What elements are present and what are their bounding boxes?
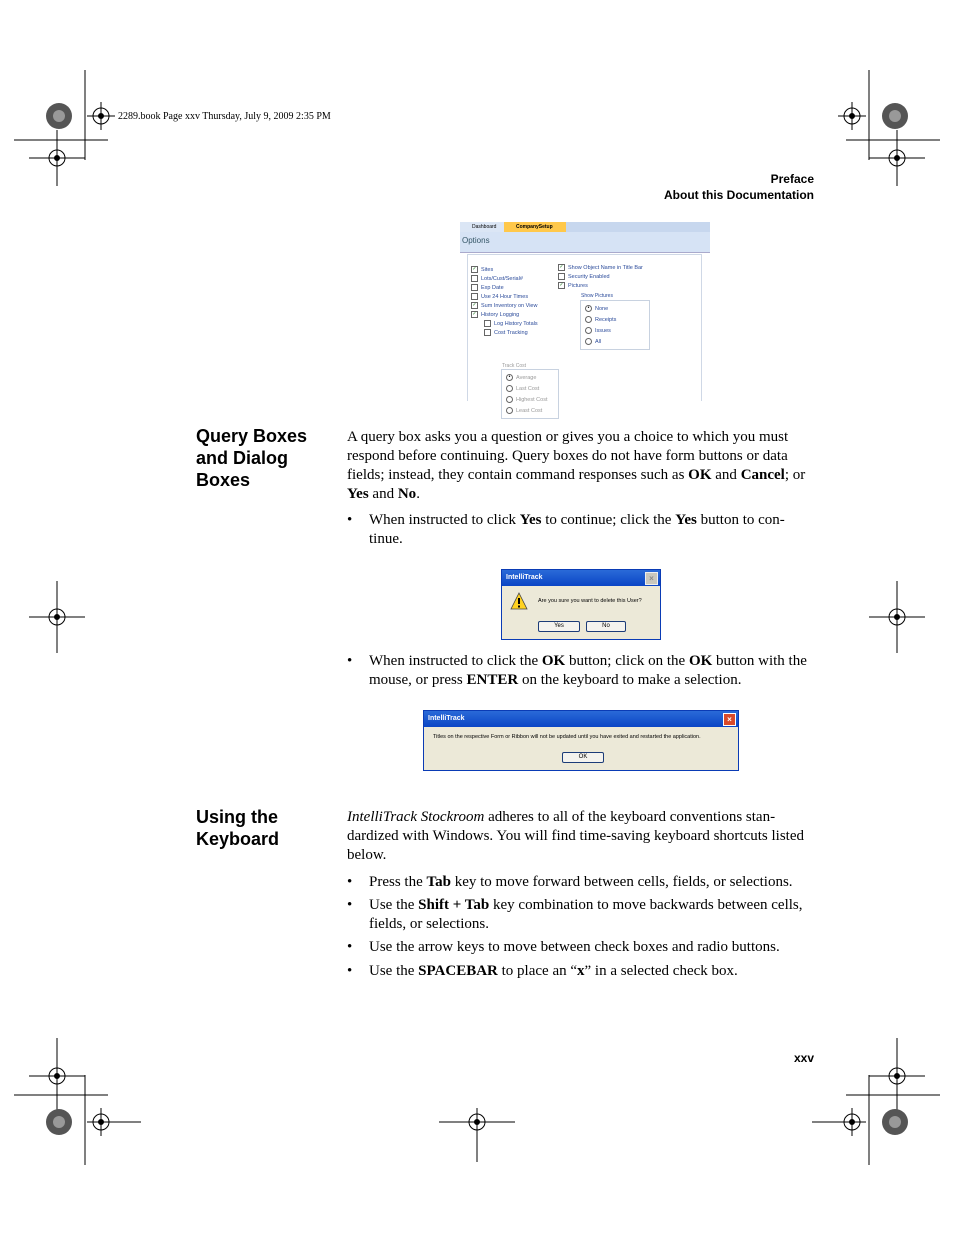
checkbox-sum-inventory-on-view[interactable] xyxy=(471,302,537,309)
radio-highest-cost[interactable] xyxy=(506,396,548,403)
no-button[interactable]: No xyxy=(586,621,626,632)
options-screenshot xyxy=(460,222,710,414)
checkbox-icon[interactable] xyxy=(471,293,478,300)
delete-user-dialog xyxy=(501,569,661,640)
checkbox-icon[interactable] xyxy=(471,284,478,291)
checkbox-lots-cust-serial[interactable] xyxy=(471,275,523,282)
option-label: Last Cost xyxy=(516,385,540,392)
checkbox-icon[interactable]: ✓ xyxy=(472,311,477,317)
radio-last-cost[interactable] xyxy=(506,385,539,392)
section2-paragraph: IntelliTrack Stockroom adheres to all of the keyboard conventions stan-dardized with Windows. You will find time-saving keyboard shortcuts listed below. xyxy=(347,809,804,863)
tab-company-setup[interactable]: CompanySetup xyxy=(504,222,566,232)
checkbox-icon[interactable] xyxy=(558,273,565,280)
show-pictures-label: Show Pictures xyxy=(581,293,613,299)
close-icon[interactable]: × xyxy=(645,572,658,585)
option-label: Highest Cost xyxy=(516,396,548,403)
yes-button[interactable]: Yes xyxy=(538,621,580,632)
option-label: Use 24 Hour Times xyxy=(481,293,529,300)
track-cost-label: Track Cost xyxy=(502,363,526,369)
option-label: Sum Inventory on View xyxy=(481,302,538,309)
option-label: Sites xyxy=(481,266,494,273)
bullet-shift-tab: • Use the Shift + Tab key combination to move backwards between cells, fields, or selections. xyxy=(347,897,803,932)
option-label: History Logging xyxy=(481,311,520,318)
option-label: Cost Tracking xyxy=(494,329,528,336)
option-label: Exp Date xyxy=(481,284,504,291)
radio-icon[interactable] xyxy=(585,316,592,323)
option-label: Pictures xyxy=(568,282,588,289)
option-label: Least Cost xyxy=(516,407,543,414)
radio-icon[interactable]: • xyxy=(585,305,592,312)
bullet-yes: • When instructed to click Yes to continue; click the Yes button to con-tinue. xyxy=(347,512,785,547)
radio-none[interactable] xyxy=(585,305,608,312)
radio-icon[interactable]: • xyxy=(506,374,513,381)
option-label: Show Object Name in Title Bar xyxy=(568,264,643,271)
checkbox-exp-date[interactable] xyxy=(471,284,504,291)
checkbox-security-enabled[interactable] xyxy=(558,273,610,280)
option-label: None xyxy=(595,305,609,312)
radio-icon[interactable] xyxy=(506,396,513,403)
option-label: Lots/Cust/Serial# xyxy=(481,275,523,282)
checkbox-pictures[interactable] xyxy=(558,282,588,289)
checkbox-icon[interactable]: ✓ xyxy=(559,282,564,288)
dialog-title: IntelliTrack xyxy=(506,574,543,581)
checkbox-sites[interactable] xyxy=(471,266,493,273)
section1-paragraph: A query box asks you a question or gives you a choice to which you must respond before continuing. Query boxes do not have form buttons or data fields; instead, they contain command responses such as OK and Cancel; or Yes and No. xyxy=(347,429,806,502)
checkbox-use-24-hour-times[interactable] xyxy=(471,293,528,300)
radio-receipts[interactable] xyxy=(585,316,616,323)
close-icon[interactable]: × xyxy=(723,713,736,726)
radio-icon[interactable] xyxy=(506,407,513,414)
checkbox-show-object-name-in-title-bar[interactable] xyxy=(558,264,643,271)
checkbox-icon[interactable]: ✓ xyxy=(472,266,477,272)
dialog-message: Titles on the respective Form or Ribbon will not be updated until you have exited and restarted the application. xyxy=(433,734,701,740)
running-head-chapter: Preface xyxy=(770,172,814,186)
option-label: Security Enabled xyxy=(568,273,610,280)
dialog-message: Are you sure you want to delete this User? xyxy=(538,598,642,604)
checkbox-icon[interactable] xyxy=(471,275,478,282)
running-head-section: About this Documentation xyxy=(664,188,814,202)
radio-icon[interactable] xyxy=(585,327,592,334)
radio-icon[interactable] xyxy=(506,385,513,392)
option-label: Average xyxy=(516,374,537,381)
warning-icon xyxy=(510,592,528,610)
checkbox-icon[interactable] xyxy=(484,320,491,327)
checkbox-history-logging[interactable] xyxy=(471,311,519,318)
option-label: Log History Totals xyxy=(494,320,538,327)
checkbox-log-history-totals[interactable] xyxy=(484,320,538,327)
restart-info-dialog xyxy=(423,710,739,771)
page-number: xxv xyxy=(793,1051,814,1065)
radio-issues[interactable] xyxy=(585,327,611,334)
checkbox-icon[interactable]: ✓ xyxy=(472,302,477,308)
option-label: Issues xyxy=(595,327,611,334)
bullet-ok: • When instructed to click the OK button; click on the OK button with the mouse, or press ENTER on the keyboard to make a selection. xyxy=(347,653,807,688)
options-header: Options xyxy=(460,232,710,253)
checkbox-cost-tracking[interactable] xyxy=(484,329,528,336)
checkbox-icon[interactable]: ✓ xyxy=(559,264,564,270)
ok-button[interactable]: OK xyxy=(562,752,604,763)
radio-least-cost[interactable] xyxy=(506,407,542,414)
print-header-info: 2289.book Page xxv Thursday, July 9, 2009 2:35 PM xyxy=(118,111,331,122)
option-label: Receipts xyxy=(595,316,617,323)
bullet-spacebar: • Use the SPACEBAR to place an “x” in a selected check box. xyxy=(347,963,738,979)
bullet-arrow-keys: • Use the arrow keys to move between check boxes and radio buttons. xyxy=(347,939,780,955)
checkbox-icon[interactable] xyxy=(484,329,491,336)
options-panel xyxy=(467,254,702,414)
dialog-title: IntelliTrack xyxy=(428,715,465,722)
radio-icon[interactable] xyxy=(585,338,592,345)
bullet-tab: • Press the Tab key to move forward between cells, fields, or selections. xyxy=(347,874,793,890)
tab-dashboard[interactable]: Dashboard xyxy=(460,222,504,232)
section-title-query-boxes: Query Boxes and Dialog Boxes xyxy=(196,426,308,490)
radio-average[interactable] xyxy=(506,374,536,381)
section-title-using-keyboard: Using the Keyboard xyxy=(196,807,280,849)
option-label: All xyxy=(595,338,602,345)
radio-all[interactable] xyxy=(585,338,601,345)
